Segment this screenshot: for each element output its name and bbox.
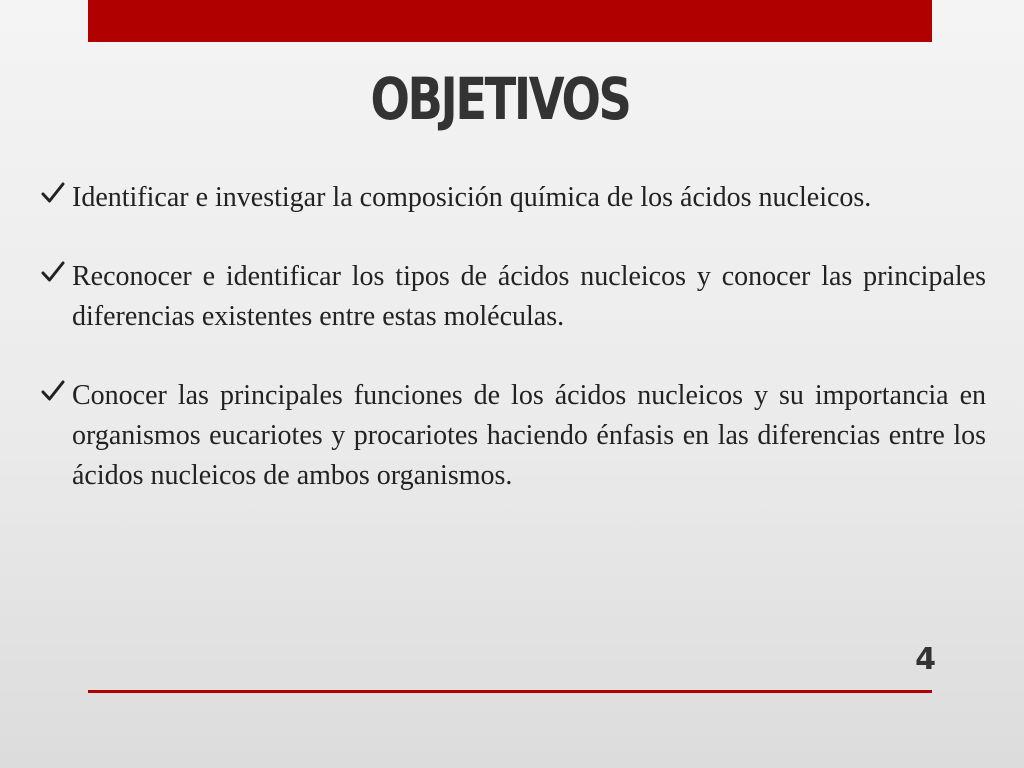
checkmark-icon <box>40 259 66 285</box>
objective-text: Reconocer e identificar los tipos de ácidos nucleicos y conocer las principales diferencias existentes entre estas moléculas. <box>72 261 986 332</box>
slide-title: OBJETIVOS <box>370 65 630 133</box>
top-accent-bar <box>88 0 932 42</box>
objectives-list <box>40 178 986 535</box>
objective-item-2 <box>40 257 986 337</box>
objective-text: Identificar e investigar la composición química de los ácidos nucleicos. <box>72 182 872 213</box>
bottom-accent-line <box>88 690 932 693</box>
objective-text: Conocer las principales funciones de los ácidos nucleicos y su importancia en organismos eucariotes y procariotes haciendo énfasis en las diferencias entre los ácidos nucleicos de ambos organismos. <box>72 380 986 491</box>
page-number: 4 <box>915 642 936 677</box>
objective-item-3 <box>40 376 986 496</box>
checkmark-icon <box>40 378 66 404</box>
checkmark-icon <box>40 180 66 206</box>
objective-item-1 <box>40 178 986 218</box>
